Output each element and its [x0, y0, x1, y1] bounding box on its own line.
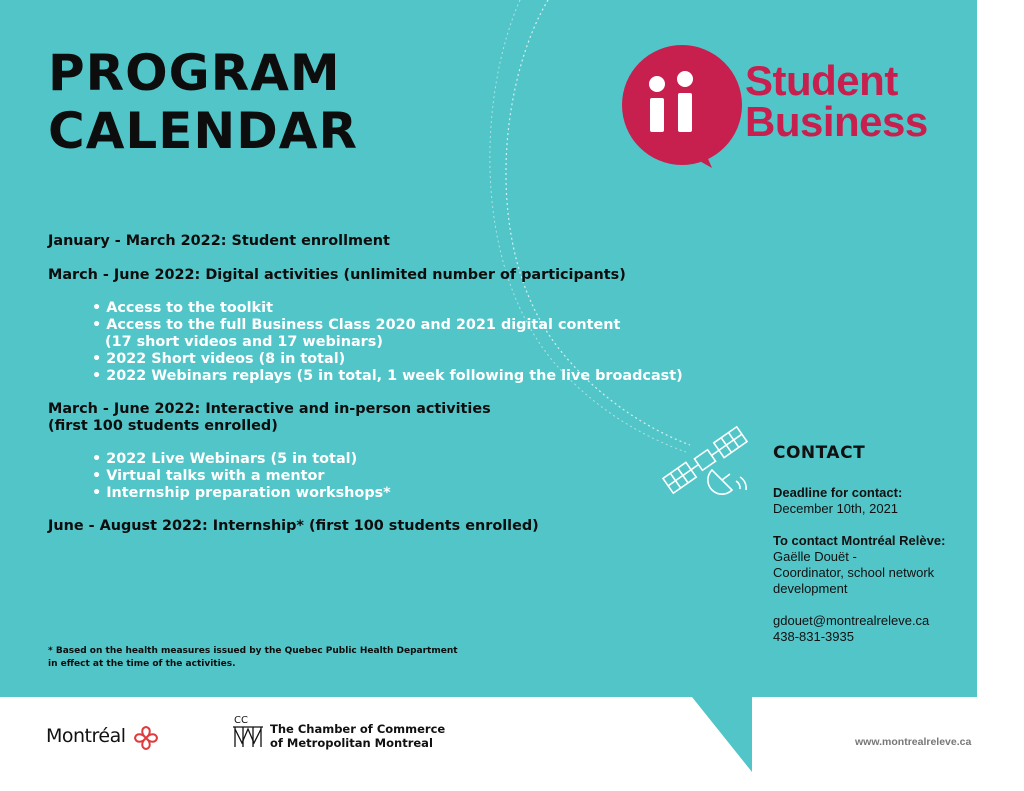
digital-activities-heading: March - June 2022: Digital activities (unlimited number of participants) [48, 267, 626, 283]
chamber-line-2: of Metropolitan Montreal [270, 736, 433, 750]
list-item: • 2022 Webinars replays (5 in total, 1 week following the live broadcast) [92, 368, 683, 384]
cc-logo-letters: CC [234, 715, 248, 726]
page-title [48, 44, 358, 160]
list-item: • Virtual talks with a mentor [92, 468, 325, 484]
deadline-value: December 10th, 2021 [773, 501, 899, 516]
interactive-activities-list [92, 451, 748, 502]
title-line-2: CALENDAR [48, 102, 358, 160]
list-item: • Access to the full Business Class 2020 and 2021 digital content [92, 317, 621, 333]
program-schedule [48, 233, 748, 535]
list-item: • Internship preparation workshops* [92, 485, 391, 501]
chamber-of-commerce-name [270, 722, 445, 750]
contact-panel [773, 445, 973, 645]
montreal-rosette-icon [132, 725, 160, 751]
enrollment-period: January - March 2022: Student enrollment [48, 233, 390, 249]
chamber-line-1: The Chamber of Commerce [270, 722, 446, 736]
footnote-line-1: * Based on the health measures issued by the Quebec Public Health Department [48, 646, 458, 656]
list-item: • 2022 Short videos (8 in total) [92, 351, 346, 367]
logo-line-1: Student [745, 57, 898, 104]
montreal-logo-text: Montréal [46, 725, 126, 747]
list-item [92, 334, 748, 351]
interactive-activities-subheading: (first 100 students enrolled) [48, 418, 278, 434]
deadline-label: Deadline for contact: [773, 485, 903, 500]
contact-title: CONTACT [773, 443, 866, 463]
to-contact-label: To contact Montréal Relève: [773, 533, 946, 548]
chamber-of-commerce-logo-icon [231, 713, 265, 749]
title-line-1: PROGRAM [48, 44, 341, 102]
footnote-line-2: in effect at the time of the activities. [48, 659, 236, 669]
contact-email[interactable]: gdouet@montrealreleve.ca [773, 613, 930, 628]
website-link[interactable]: www.montrealreleve.ca [855, 736, 972, 748]
interactive-activities-heading: March - June 2022: Interactive and in-person activities [48, 401, 491, 417]
digital-activities-list [92, 300, 748, 385]
contact-role-line-1: Coordinator, school network [773, 565, 935, 580]
contact-details-block [773, 613, 973, 645]
internship-period: June - August 2022: Internship* (first 100 students enrolled) [48, 518, 539, 534]
contact-phone[interactable]: 438-831-3935 [773, 629, 854, 644]
contact-person-block [773, 533, 973, 597]
list-item: • 2022 Live Webinars (5 in total) [92, 451, 358, 467]
contact-role-line-2: development [773, 581, 848, 596]
deadline-block [773, 485, 973, 517]
list-item-sub: (17 short videos and 17 webinars) [105, 334, 383, 350]
list-item: • Access to the toolkit [92, 300, 273, 316]
student-business-logo-text [745, 57, 928, 145]
footnote [48, 645, 458, 671]
contact-name: Gaëlle Douët - [773, 549, 857, 564]
logo-line-2: Business [745, 98, 928, 145]
